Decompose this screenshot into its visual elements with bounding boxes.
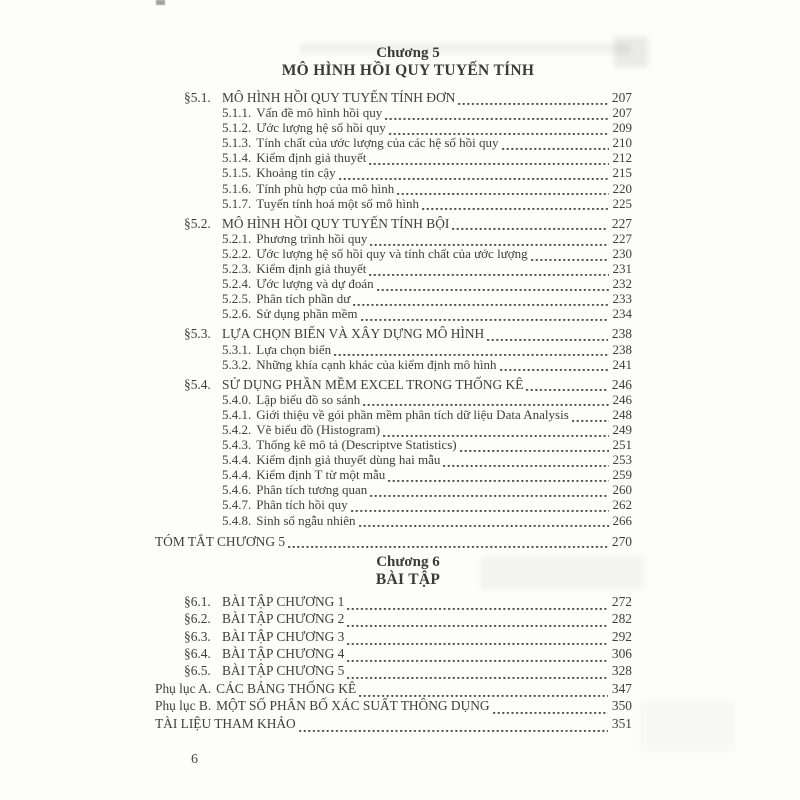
chapter5-kicker: Chương 5 [376, 45, 440, 61]
toc-entry-page: 260 [612, 482, 632, 498]
toc-entry-page: 249 [612, 421, 632, 437]
toc-entry-title: Kiểm định T từ một mẫu [256, 467, 386, 483]
chapter5-heading [184, 44, 632, 80]
toc-entry-title: Phân tích hồi quy [256, 497, 348, 513]
toc-entry [155, 534, 632, 549]
chapter6-heading [184, 554, 632, 588]
toc-entry-label: 5.1.4. [222, 150, 252, 166]
toc-entry-label: 5.3.1. [222, 341, 252, 357]
toc-entry-title: BÀI TẬP CHƯƠNG 3 [222, 628, 345, 644]
toc-entry-page: 207 [612, 105, 632, 121]
toc-entry [184, 513, 632, 528]
toc-entry [184, 645, 632, 662]
leader-dots [531, 257, 609, 261]
toc-entry-page: 248 [612, 406, 632, 422]
toc-entry-label: 5.4.4. [222, 467, 252, 483]
toc-content [155, 44, 632, 732]
chapter6-toc-list [155, 593, 632, 732]
toc-entry-page: 230 [612, 245, 632, 261]
toc-entry-page: 270 [611, 533, 632, 549]
toc-entry [184, 196, 632, 211]
leader-dots [370, 493, 608, 497]
toc-entry [155, 715, 632, 732]
toc-entry-title: Lựa chọn biến [256, 341, 332, 357]
toc-entry-label: Phụ lục A. [155, 680, 212, 696]
toc-entry [184, 610, 632, 627]
toc-entry-label: 5.1.3. [222, 135, 252, 151]
toc-entry-page: 209 [612, 120, 632, 136]
leader-dots [443, 463, 608, 467]
toc-entry-title: Phân tích phần dư [256, 291, 351, 307]
toc-entry-page: 227 [611, 215, 632, 231]
toc-entry [184, 165, 632, 180]
toc-entry-page: 231 [612, 261, 632, 277]
leader-dots [299, 728, 608, 732]
toc-entry-title: Phương trình hồi quy [256, 230, 368, 246]
toc-entry [184, 261, 632, 276]
toc-entry-label: 5.4.8. [222, 512, 252, 528]
toc-entry-title: Tuyến tính hoá một số mô hình [256, 195, 420, 211]
toc-entry [184, 342, 632, 357]
toc-entry-label: 5.2.4. [222, 276, 252, 292]
toc-entry-title: CÁC BẢNG THỐNG KÊ [216, 680, 357, 696]
toc-entry-title: MỘT SỐ PHÂN BỐ XÁC SUẤT THÔNG DỤNG [216, 698, 490, 714]
toc-entry-page: 253 [612, 452, 632, 468]
toc-entry-label: 5.1.5. [222, 165, 252, 181]
toc-entry-title: Sinh số ngẫu nhiên [256, 512, 356, 528]
toc-entry-page: 233 [612, 291, 632, 307]
toc-entry-title: Tính phù hợp của mô hình [256, 180, 395, 196]
toc-entry-title: Những khía cạnh khác của kiểm định mô hình [256, 356, 497, 372]
leader-dots [377, 287, 609, 291]
toc-entry-label: Phụ lục B. [155, 698, 212, 714]
toc-entry [184, 497, 632, 512]
toc-entry-title: Ước lượng hệ số hồi quy [256, 120, 386, 136]
leader-dots [353, 302, 608, 306]
scan-bleed-through-artifact [640, 700, 735, 752]
toc-entry-title: Lập biểu đồ so sánh [256, 391, 361, 407]
toc-entry-title: SỬ DỤNG PHẦN MỀM EXCEL TRONG THỐNG KÊ [222, 376, 524, 392]
toc-entry-label: 5.4.6. [222, 482, 252, 498]
toc-entry [184, 120, 632, 135]
toc-entry [184, 150, 632, 165]
toc-entry-label: 5.1.6. [222, 180, 252, 196]
page-number: 6 [191, 752, 198, 767]
toc-entry [184, 422, 632, 437]
toc-entry-label: 5.4.0. [222, 391, 252, 407]
toc-entry [184, 181, 632, 196]
toc-entry-title: BÀI TẬP CHƯƠNG 4 [222, 645, 345, 661]
toc-entry-label: 5.1.1. [222, 105, 252, 121]
toc-entry-page: 272 [611, 593, 632, 609]
toc-entry [184, 326, 632, 341]
toc-entry [184, 467, 632, 482]
leader-dots [347, 676, 608, 680]
toc-entry-label: 5.1.7. [222, 195, 252, 211]
leader-dots [361, 317, 609, 321]
toc-entry-label: §6.2. [184, 611, 211, 627]
chapter6-kicker: Chương 6 [376, 553, 440, 570]
toc-entry [184, 291, 632, 306]
toc-entry [184, 135, 632, 150]
toc-entry-page: 350 [611, 698, 632, 714]
leader-dots [288, 545, 608, 549]
toc-entry [184, 246, 632, 261]
toc-entry-label: §6.4. [184, 645, 211, 661]
toc-entry-page: 292 [611, 628, 632, 644]
toc-entry [184, 90, 632, 105]
toc-entry-page: 259 [612, 467, 632, 483]
leader-dots [487, 338, 608, 342]
leader-dots [526, 388, 608, 392]
toc-entry [184, 216, 632, 231]
toc-entry-label: §6.3. [184, 628, 211, 644]
leader-dots [359, 524, 609, 528]
toc-entry [155, 680, 632, 697]
leader-dots [347, 606, 608, 610]
chapter5-toc-list [155, 90, 632, 549]
toc-entry [184, 662, 632, 679]
leader-dots [388, 478, 608, 482]
leader-dots [460, 448, 609, 452]
toc-entry [184, 392, 632, 407]
toc-entry-title: BÀI TẬP CHƯƠNG 1 [222, 593, 345, 609]
toc-entry-page: 238 [611, 326, 632, 342]
toc-entry-title: MÔ HÌNH HỒI QUY TUYẾN TÍNH BỘI [222, 215, 450, 231]
toc-entry-title: LỰA CHỌN BIẾN VÀ XÂY DỰNG MÔ HÌNH [222, 326, 485, 342]
toc-entry-page: 232 [612, 276, 632, 292]
toc-entry-label: 5.2.5. [222, 291, 252, 307]
toc-entry [184, 377, 632, 392]
toc-entry-page: 207 [611, 90, 632, 105]
toc-entry-title: Kiểm định giả thuyết [256, 261, 367, 277]
scan-speck-artifact [156, 0, 165, 5]
toc-entry-label: §6.5. [184, 663, 211, 679]
toc-entry-page: 306 [611, 645, 632, 661]
toc-entry-title: Tính chất của ước lượng của các hệ số hồi quy [256, 135, 499, 151]
leader-dots [458, 101, 608, 105]
toc-entry-label: §6.1. [184, 593, 211, 609]
toc-entry [184, 105, 632, 120]
toc-entry-title: Giới thiệu về gói phần mềm phân tích dữ liệu Data Analysis [256, 406, 569, 422]
toc-entry-label: 5.2.1. [222, 230, 252, 246]
toc-entry [184, 306, 632, 321]
toc-entry-page: 347 [611, 680, 632, 696]
toc-entry-page: 227 [612, 230, 632, 246]
toc-entry-title: Ước lượng và dự đoán [256, 276, 374, 292]
toc-entry-label: 5.2.6. [222, 306, 252, 322]
toc-entry-page: 246 [612, 391, 632, 407]
leader-dots [572, 418, 609, 422]
toc-entry-title: Phân tích tương quan [256, 482, 368, 498]
toc-entry-label: 5.4.3. [222, 437, 252, 453]
toc-entry-label: 5.3.2. [222, 356, 252, 372]
toc-entry-title: MÔ HÌNH HỒI QUY TUYẾN TÍNH ĐƠN [222, 90, 456, 105]
toc-entry-title: Sử dụng phần mềm [256, 306, 358, 322]
leader-dots [347, 624, 608, 628]
toc-entry [184, 628, 632, 645]
toc-entry-page: 251 [612, 437, 632, 453]
leader-dots [347, 658, 608, 662]
leader-dots [422, 207, 608, 211]
toc-entry [184, 276, 632, 291]
toc-entry-title: TÓM TẮT CHƯƠNG 5 [155, 533, 286, 549]
toc-entry-title: Khoảng tin cậy [256, 165, 336, 181]
toc-entry-title: BÀI TẬP CHƯƠNG 5 [222, 663, 345, 679]
leader-dots [351, 509, 609, 513]
toc-entry [184, 452, 632, 467]
toc-entry [184, 357, 632, 372]
toc-entry-page: 266 [612, 512, 632, 528]
toc-entry-title: Vẽ biểu đồ (Histogram) [256, 421, 381, 437]
toc-entry-page: 210 [612, 135, 632, 151]
toc-entry-label: 5.2.3. [222, 261, 252, 277]
leader-dots [493, 711, 608, 715]
toc-entry-label: 5.4.4. [222, 452, 252, 468]
toc-entry-label: §5.2. [184, 215, 211, 231]
toc-entry-page: 212 [612, 150, 632, 166]
toc-entry-page: 238 [612, 341, 632, 357]
toc-entry-title: Ước lượng hệ số hồi quy và tính chất của ước lượng [256, 245, 528, 261]
toc-entry-page: 215 [612, 165, 632, 181]
toc-entry-page: 225 [612, 195, 632, 211]
leader-dots [347, 641, 608, 645]
toc-entry-label: §5.4. [184, 376, 211, 392]
leader-dots [502, 146, 609, 150]
toc-entry-title: Kiểm định giả thuyết dùng hai mẫu [256, 452, 441, 468]
toc-entry [184, 593, 632, 610]
chapter5-title: MÔ HÌNH HỒI QUY TUYẾN TÍNH [281, 62, 535, 79]
toc-entry-title: TÀI LIỆU THAM KHẢO [155, 715, 296, 731]
toc-entry [184, 231, 632, 246]
toc-entry [155, 697, 632, 714]
toc-entry-page: 262 [612, 497, 632, 513]
toc-entry-page: 351 [611, 715, 632, 731]
leader-dots [369, 272, 608, 276]
toc-entry [184, 482, 632, 497]
toc-entry-page: 246 [611, 376, 632, 392]
toc-entry-label: §5.3. [184, 326, 211, 342]
leader-dots [452, 227, 608, 231]
toc-entry-label: 5.1.2. [222, 120, 252, 136]
toc-entry-title: Kiểm định giả thuyết [256, 150, 367, 166]
leader-dots [397, 192, 608, 196]
chapter6-title: BÀI TẬP [375, 570, 441, 588]
toc-entry-title: Vấn đề mô hình hồi quy [256, 105, 383, 121]
toc-entry-page: 241 [612, 356, 632, 372]
toc-entry-label: 5.4.1. [222, 406, 252, 422]
toc-entry-page: 282 [611, 611, 632, 627]
toc-entry [184, 407, 632, 422]
leader-dots [369, 161, 608, 165]
toc-entry-page: 328 [611, 663, 632, 679]
toc-entry-title: Thống kê mô tả (Descriptve Statistics) [256, 437, 457, 453]
leader-dots [500, 368, 609, 372]
toc-entry-label: §5.1. [184, 90, 211, 105]
toc-entry-label: 5.4.7. [222, 497, 252, 513]
leader-dots [385, 116, 608, 120]
toc-entry-label: 5.4.2. [222, 421, 252, 437]
toc-entry-label: 5.2.2. [222, 245, 252, 261]
toc-entry-page: 234 [612, 306, 632, 322]
toc-entry [184, 437, 632, 452]
toc-entry-page: 220 [612, 180, 632, 196]
toc-entry-title: BÀI TẬP CHƯƠNG 2 [222, 611, 345, 627]
